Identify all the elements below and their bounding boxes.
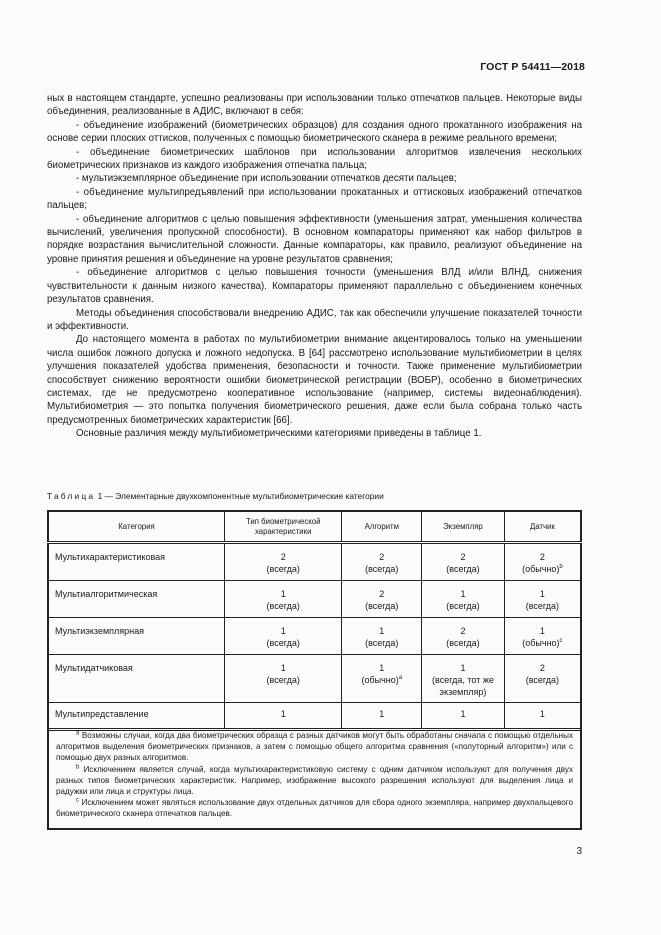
cell-note: (обычно) [361,675,399,685]
algorithm-cell [342,581,422,618]
category-cell: Мультихарактеристиковая [48,543,224,581]
algorithm-cell [342,543,422,581]
cell-value: 2 [539,663,545,673]
cell-note: (всегда) [446,638,480,648]
cell-value: 2 [460,552,466,562]
table-caption-text: 1 — Элементарные двухкомпонентные мультибиометрические категории [95,491,384,501]
cell-note: (всегда) [446,564,480,574]
table-header-row [48,511,581,543]
document-standard-header: ГОСТ Р 54411—2018 [480,61,585,73]
column-header-algorithm: Алгоритм [342,511,422,543]
table-row [48,581,581,618]
footnote-text: Исключением может являться использование двух отдельных датчиков для сбора одного экземпляра, например двухпальцевого биометрического сканера отпечатков пальцев. [56,798,573,819]
cell-value: 2 [280,552,286,562]
cell-value: 2 [460,626,466,636]
page-number: 3 [576,846,582,857]
cell-value: 1 [539,589,545,599]
instance-cell: 1 [422,703,505,730]
table-caption [47,491,587,501]
table-caption-label: Таблица [47,491,96,501]
cell-note: (всегда) [525,675,560,685]
cell-value: 1 [379,663,385,673]
footnote [56,797,573,819]
algorithm-cell: 1 [342,703,422,730]
algorithm-cell [342,655,422,703]
instance-cell [422,581,505,618]
cell-note: (всегда) [365,564,399,574]
cell-value: 2 [379,589,385,599]
sensor-cell [504,543,581,581]
column-header-type: Тип биометрической характеристики [224,511,341,543]
cell-value: 2 [539,552,545,562]
cell-value: 2 [379,552,385,562]
paragraph: Методы объединения способствовали внедрению АДИС, так как обеспечили улучшение показателей точности и эффективности. [47,307,582,332]
footnote-mark: b [76,763,80,770]
footnote-text: Исключением является случай, когда мультихарактеристиковую систему с одним датчиком используют для получения двух разных типов биометрических характеристик. Например, изображение высокого разрешения используют для выделения лица и радужки или лица и структуры лица. [56,764,573,797]
footnote-mark: c [76,797,79,804]
paragraph: Основные различия между мультибиометрическими категориями приведены в таблице 1. [76,428,482,440]
instance-cell [422,618,505,655]
cell-note: (всегда) [266,638,300,648]
cell-note: (всегда) [266,601,300,611]
categories-table [47,510,582,731]
list-item: - объединение алгоритмов с целью повышения точности (уменьшения ВЛД и/или ВЛНД, снижения чувствительности к данным низкого качества). Компараторы применяют параллельно с объединением конечных результатов сравнения. [47,267,582,306]
list-item: - мультиэкземплярное объединение при использовании отпечатков десяти пальцев; [76,173,457,185]
list-item: - объединение изображений (биометрических образцов) для создания одного прокатанного изображения на основе серии плоских оттисков, полученных с помощью биометрического сканера в режиме реального времени; [47,119,582,145]
cell-note: (всегда, тот же экземпляр) [432,675,494,697]
type-cell [224,618,341,655]
cell-value: 1 [280,589,286,599]
list-item: - объединение биометрических шаблонов при использовании алгоритмов извлечения нескольких биометрических признаков из каждого изображения отпечатка пальца; [47,146,582,172]
type-cell: 1 [224,703,341,730]
column-header-sensor: Датчик [504,511,581,543]
cell-value: 1 [280,663,286,673]
instance-cell [422,543,505,581]
table-footnotes [47,724,582,830]
cell-note: (всегда) [365,638,399,648]
footnote-text: Возможны случаи, когда два биометрических образца с разных датчиков могут быть обработаны сначала с помощью отдельных алгоритмов выделения биометрических признаков, а затем с помощью общего алгоритма сравнения («полуторный алгоритм») или с помощью двух разных алгоритмов. [56,731,573,763]
category-cell: Мультидатчиковая [48,655,224,703]
paragraph: ных в настоящем стандарте, успешно реализованы при использовании только отпечатков пальцев. Некоторые виды объединения, реализованные в АДИС, включают в себя: [47,93,582,118]
cell-note: (обычно) [522,564,560,574]
table-row [48,618,581,655]
sensor-cell [504,618,581,655]
cell-note: (всегда) [266,675,300,685]
paragraph: До настоящего момента в работах по мультибиометрии внимание акцентировалось только на уменьшении числа ошибок ложного допуска и ложного недопуска. В [64] рассмотрено использование мультибиометрии в целях улучшения показателей удобства применения, безопасности и точности. Также применение мультибиометрии способствует снижению вероятности ошибки биометрической регистрации (ВОБР), особенно в биометрических системах, где не предусмотрено кооперативное использование (например, системы видеонаблюдения). Мультибиометрия — это попытка получения биометрического решения, даже если была собрана только часть предусмотренных биометрических характеристик [66]. [47,334,582,426]
cell-note: (всегда) [266,564,300,574]
sensor-cell [504,581,581,618]
column-header-category: Категория [48,511,224,543]
category-cell: Мультиэкземплярная [48,618,224,655]
cell-note: (всегда) [365,601,399,611]
cell-value: 1 [379,626,385,636]
category-cell: Мультипредставление [48,703,224,730]
footnote [56,730,573,764]
footnote [56,764,573,798]
cell-value: 1 [280,626,286,636]
cell-note: (всегда) [525,601,560,611]
table-row [48,655,581,703]
instance-cell [422,655,505,703]
table-row [48,543,581,581]
sensor-cell: 1 [504,703,581,730]
cell-value: 1 [539,626,545,636]
cell-note: (обычно) [522,638,560,648]
footnote-mark: a [76,730,80,737]
list-item: - объединение алгоритмов с целью повышения эффективности (уменьшения затрат, уменьшения количества вычислений, увеличения пропускной способности). В основном компараторы применяют как набор фильтров в порядке возрастания вычислительной сложности. Данные компараторы, как правило, реализуют объединение на уровне принятия решения и объединение на уровне результатов сравнения; [47,213,582,265]
cell-value: 1 [460,589,466,599]
cell-note: (всегда) [446,601,480,611]
body-text [47,92,582,441]
sensor-cell [504,655,581,703]
cell-value: 1 [460,663,466,673]
column-header-instance: Экземпляр [422,511,505,543]
footnote-ref: c [559,638,563,644]
type-cell [224,655,341,703]
type-cell [224,581,341,618]
footnote-ref: b [559,564,563,570]
category-cell: Мультиалгоритмическая [48,581,224,618]
footnote-ref: a [398,675,403,681]
algorithm-cell [342,618,422,655]
list-item: - объединение мультипредъявлений при использовании прокатанных и оттисковых изображений отпечатков пальцев; [47,186,582,212]
type-cell [224,543,341,581]
